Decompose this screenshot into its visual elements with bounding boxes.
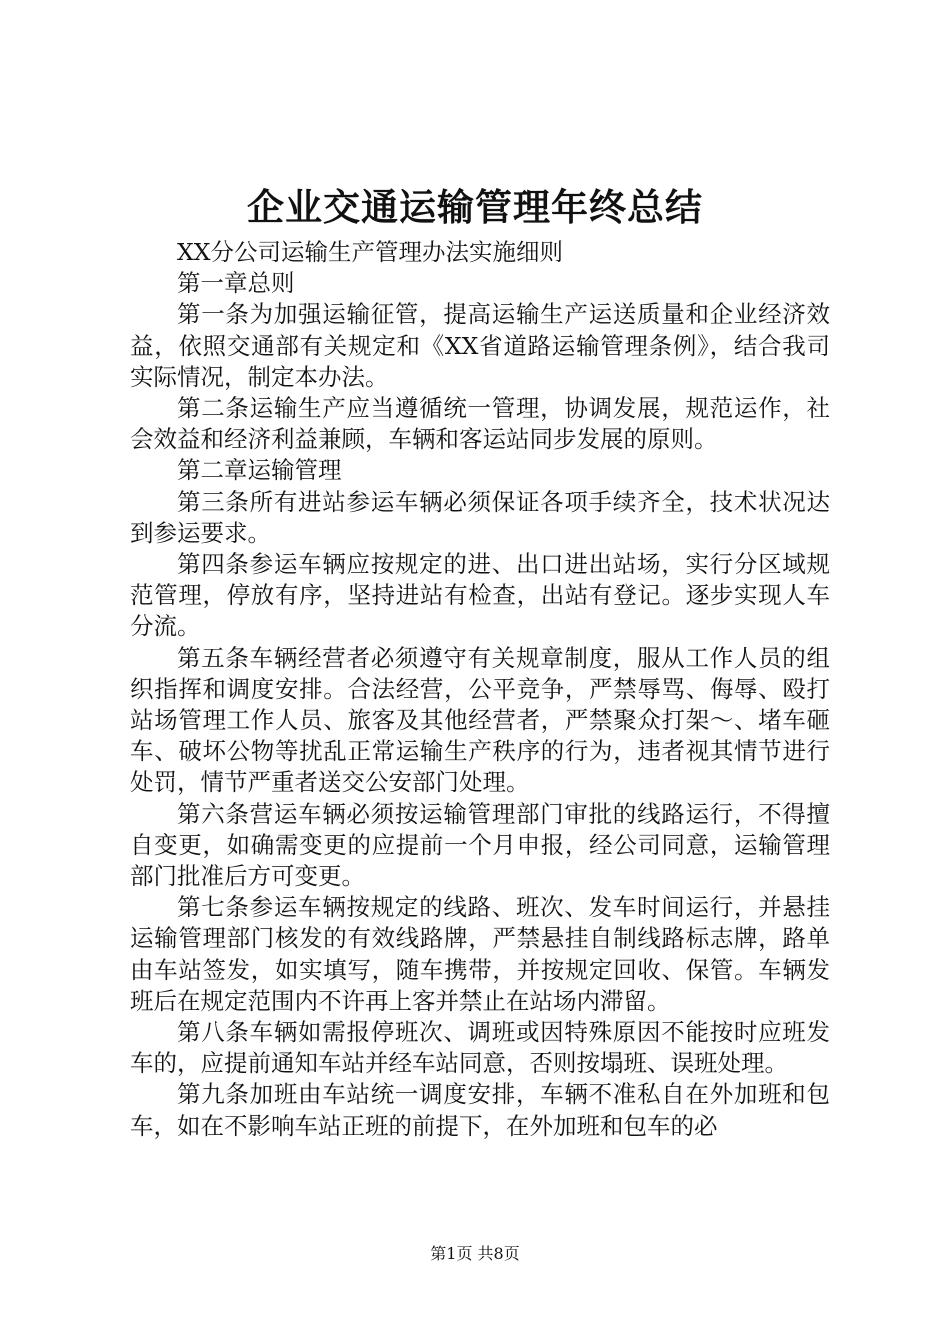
paragraph: 第八条车辆如需报停班次、调班或因特殊原因不能按时应班发车的，应提前通知车站并经车站同意，否则按塌班、误班处理。 — [130, 1018, 830, 1078]
paragraph: 第九条加班由车站统一调度安排，车辆不准私自在外加班和包车，如在不影响车站正班的前提下，在外加班和包车的必 — [130, 1080, 830, 1140]
paragraph: 第一条为加强运输征管，提高运输生产运送质量和企业经济效益，依照交通部有关规定和《XX省道路运输管理条例》，结合我司实际情况，制定本办法。 — [130, 300, 830, 391]
paragraph: 第六条营运车辆必须按运输管理部门审批的线路运行，不得擅自变更，如确需变更的应提前一个月申报，经公司同意，运输管理部门批准后方可变更。 — [130, 799, 830, 891]
paragraph: 第二条运输生产应当遵循统一管理，协调发展，规范运作，社会效益和经济利益兼顾，车辆和客运站同步发展的原则。 — [130, 394, 830, 454]
paragraph: 第七条参运车辆按规定的线路、班次、发车时间运行，并悬挂运输管理部门核发的有效线路牌，严禁悬挂自制线路标志牌，路单由车站签发，如实填写，随车携带，并按规定回收、保管。车辆发班后在规定范围内不许再上客并禁止在站场内滞留。 — [130, 893, 830, 1015]
chapter-heading: 第一章总则 — [177, 269, 295, 298]
paragraph: 第四条参运车辆应按规定的进、出口进出站场，实行分区域规范管理，停放有序，坚持进站有检查，出站有登记。逐步实现人车分流。 — [130, 550, 830, 641]
paragraph: 第五条车辆经营者必须遵守有关规章制度，服从工作人员的组织指挥和调度安排。合法经营，公平竞争，严禁辱骂、侮辱、殴打站场管理工作人员、旅客及其他经营者，严禁聚众打架～、堵车砸车、破坏公物等扰乱正常运输生产秩序的行为，违者视其情节进行处罚，情节严重者送交公安部门处理。 — [130, 643, 830, 797]
paragraph: 第三条所有进站参运车辆必须保证各项手续齐全，技术状况达到参运要求。 — [130, 487, 830, 547]
document-body — [130, 237, 830, 1142]
chapter-heading: 第二章运输管理 — [177, 456, 342, 485]
page-footer: 第1页 共8页 — [430, 1244, 520, 1263]
paragraph-subtitle: XX分公司运输生产管理办法实施细则 — [177, 238, 563, 266]
document-title: 企业交通运输管理年终总结 — [247, 186, 703, 229]
